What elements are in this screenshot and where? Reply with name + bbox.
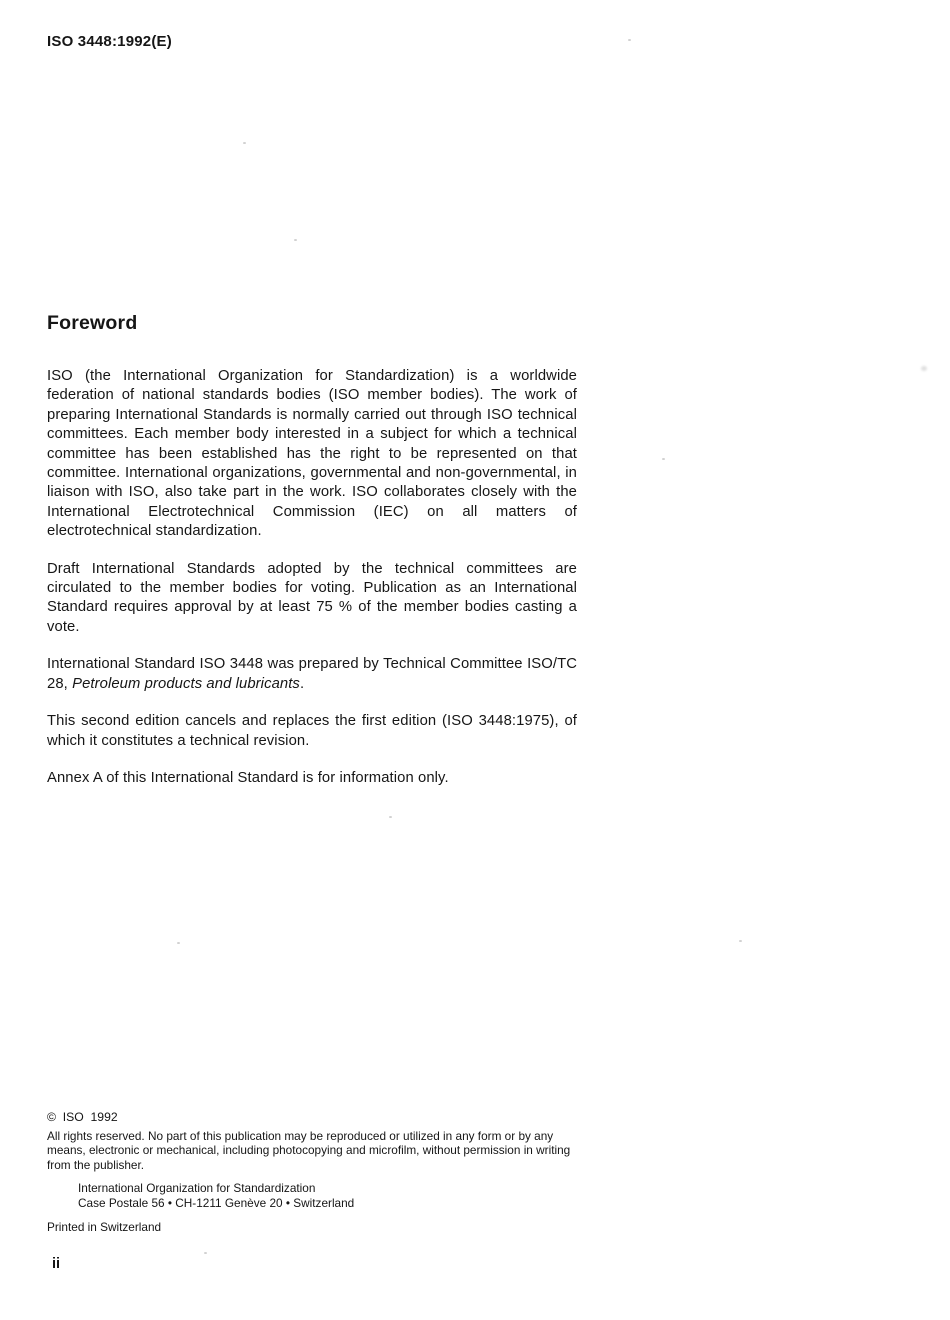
paragraph-second-edition: This second edition cancels and replaces the first edition (ISO 3448:1975), of which it constitutes a technical revision. [47, 713, 577, 749]
publisher-organization: International Organization for Standardization [78, 1181, 316, 1196]
scan-artifact [294, 239, 297, 241]
scan-artifact [204, 1252, 207, 1254]
scan-artifact [628, 39, 631, 41]
paragraph-technical-committee-period: . [299, 675, 305, 692]
paragraph-draft-standards: Draft International Standards adopted by the technical committees are circulated to the member bodies for voting. Publication as an International Standard requires approval by at least 75 % of the member bodies casting a vote. [47, 560, 577, 635]
rights-notice: All rights reserved. No part of this publication may be reproduced or utilized in any form or by any means, electronic or mechanical, including photocopying and microfilm, without permission in writing from the publisher. [47, 1128, 571, 1172]
scan-artifact [177, 942, 180, 944]
publisher-address: Case Postale 56 • CH-1211 Genève 20 • Switzerland [78, 1195, 355, 1210]
paragraph-technical-committee-text: International Standard ISO 3448 was prepared by Technical Committee ISO/TC 28, [47, 656, 577, 692]
scan-artifact [921, 366, 927, 371]
paragraph-technical-committee [47, 655, 577, 694]
scan-artifact [243, 142, 246, 144]
document-reference-header: ISO 3448:1992(E) [47, 33, 172, 50]
scan-artifact [389, 816, 392, 818]
scan-artifact [739, 940, 742, 942]
copyright-block [47, 1110, 592, 1234]
foreword-section [47, 312, 577, 806]
copyright-line: © ISO 1992 [47, 1110, 118, 1124]
section-title: Foreword [47, 312, 138, 334]
paragraph-technical-committee-italic: Petroleum products and lubricants [72, 675, 300, 692]
paragraph-annex-note: Annex A of this International Standard is for information only. [47, 769, 449, 786]
scan-artifact [662, 458, 665, 460]
paragraph-iso-intro: ISO (the International Organization for Standardization) is a worldwide federation of national standards bodies (ISO member bodies). The work of preparing International Standards is normally carried out through ISO technical committees. Each member body interested in a subject for which a technical committee has been established has the right to be represented on that committee. International organizations, governmental and non-governmental, in liaison with ISO, also take part in the work. ISO collaborates closely with the International Electrotechnical Commission (IEC) on all matters of electrotechnical standardization. [47, 368, 577, 540]
printed-in-line: Printed in Switzerland [47, 1219, 162, 1234]
page-number: ii [52, 1256, 61, 1272]
